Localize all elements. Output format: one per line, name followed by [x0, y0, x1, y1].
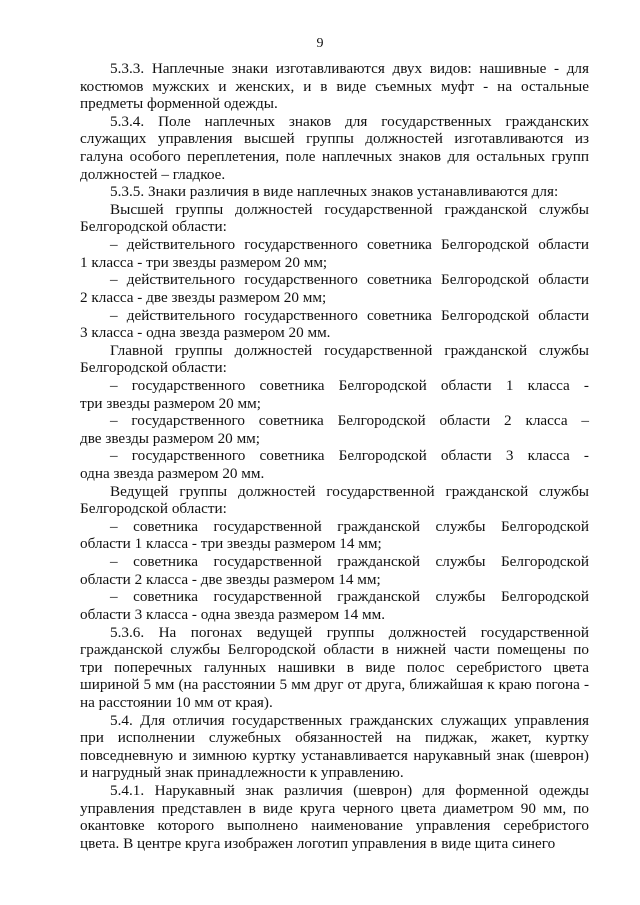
text-line: – государственного советника Белгородской области 3 класса - [110, 447, 589, 465]
text-line: Ведущей группы должностей государственной гражданской службы [110, 482, 589, 500]
text-line: три звезды размером 20 мм; [80, 394, 262, 412]
text-line: галуна особого переплетения, поле наплечных знаков для остальных групп [80, 148, 589, 166]
text-line: – советника государственной гражданской службы Белгородской [110, 588, 589, 606]
text-line: 5.4. Для отличия государственных гражданских служащих управления [110, 711, 589, 729]
text-line: шириной 5 мм (на расстоянии 5 мм друг от друга, ближайшая к краю погона - [80, 676, 589, 694]
paragraph [80, 712, 589, 782]
paragraph [80, 447, 589, 482]
text-line: – действительного государственного советника Белгородской области [110, 271, 589, 289]
text-line: Белгородской области: [80, 359, 227, 377]
text-line: служащих управления высшей группы должностей изготавливаются из [80, 130, 589, 148]
text-line: – государственного советника Белгородской области 2 класса – [110, 412, 589, 430]
paragraph [80, 483, 589, 518]
text-line: костюмов мужских и женских, и в виде съемных муфт - на остальные [80, 77, 589, 95]
paragraph [80, 201, 589, 236]
text-line: должностей – гладкое. [80, 165, 226, 183]
text-line: две звезды размером 20 мм; [80, 429, 261, 447]
text-line: области 2 класса - две звезды размером 14 мм; [80, 570, 381, 588]
text-line: 2 класса - две звезды размером 20 мм; [80, 288, 327, 306]
text-line: 5.3.3. Наплечные знаки изготавливаются двух видов: нашивные - для [110, 60, 589, 77]
paragraph [80, 113, 589, 183]
text-line: 5.3.4. Поле наплечных знаков для государственных гражданских [110, 112, 589, 130]
text-line: 3 класса - одна звезда размером 20 мм. [80, 324, 331, 342]
paragraph [80, 377, 589, 412]
text-line: гражданской службы Белгородской области в нижней части помещены по [80, 641, 589, 659]
text-line: области 1 класса - три звезды размером 14 мм; [80, 535, 382, 553]
text-line: одна звезда размером 20 мм. [80, 465, 265, 483]
text-line: 5.4.1. Нарукавный знак различия (шеврон) для форменной одежды [110, 781, 589, 799]
paragraph [80, 553, 589, 588]
text-line: области 3 класса - одна звезда размером 14 мм. [80, 605, 386, 623]
text-line: – действительного государственного советника Белгородской области [110, 306, 589, 324]
text-line: 5.3.6. На погонах ведущей группы должностей государственной [110, 623, 589, 641]
text-line: 5.3.5. Знаки различия в виде наплечных знаков устанавливаются для: [110, 183, 559, 201]
text-line: при исполнении служебных обязанностей на пиджак, жакет, куртку [80, 729, 589, 747]
document-body [80, 60, 589, 852]
text-line: Высшей группы должностей государственной гражданской службы [110, 200, 589, 218]
paragraph [80, 307, 589, 342]
text-line: окантовке которого выполнено наименование управления серебристого [80, 817, 589, 835]
paragraph [80, 518, 589, 553]
text-line: и нагрудный знак принадлежности к управлению. [80, 764, 404, 782]
text-line: Главной группы должностей государственной гражданской службы [110, 341, 589, 359]
text-line: Белгородской области: [80, 500, 227, 518]
page-number: 9 [316, 36, 324, 51]
text-line: повседневную и зимнюю куртку устанавливается нарукавный знак (шеврон) [80, 746, 589, 764]
paragraph [80, 60, 589, 113]
text-line: предметы форменной одежды. [80, 95, 278, 113]
paragraph [80, 271, 589, 306]
text-line: – советника государственной гражданской службы Белгородской [110, 517, 589, 535]
text-line: цвета. В центре круга изображен логотип управления в виде щита синего [80, 834, 556, 852]
text-line: – действительного государственного советника Белгородской области [110, 236, 589, 254]
paragraph [80, 624, 589, 712]
text-line: управления представлен в виде круга черного цвета диаметром 90 мм, по [80, 799, 589, 817]
text-line: 1 класса - три звезды размером 20 мм; [80, 253, 328, 271]
text-line: Белгородской области: [80, 218, 227, 236]
paragraph [80, 342, 589, 377]
text-line: на расстоянии 10 мм от края). [80, 693, 273, 711]
paragraph [80, 236, 589, 271]
text-line: три поперечных галунных нашивки в виде полос серебристого цвета [80, 658, 589, 676]
text-line: – советника государственной гражданской службы Белгородской [110, 553, 589, 571]
text-line: – государственного советника Белгородской области 1 класса - [110, 376, 589, 394]
paragraph [80, 412, 589, 447]
paragraph [80, 782, 589, 852]
paragraph [80, 183, 589, 201]
paragraph [80, 588, 589, 623]
